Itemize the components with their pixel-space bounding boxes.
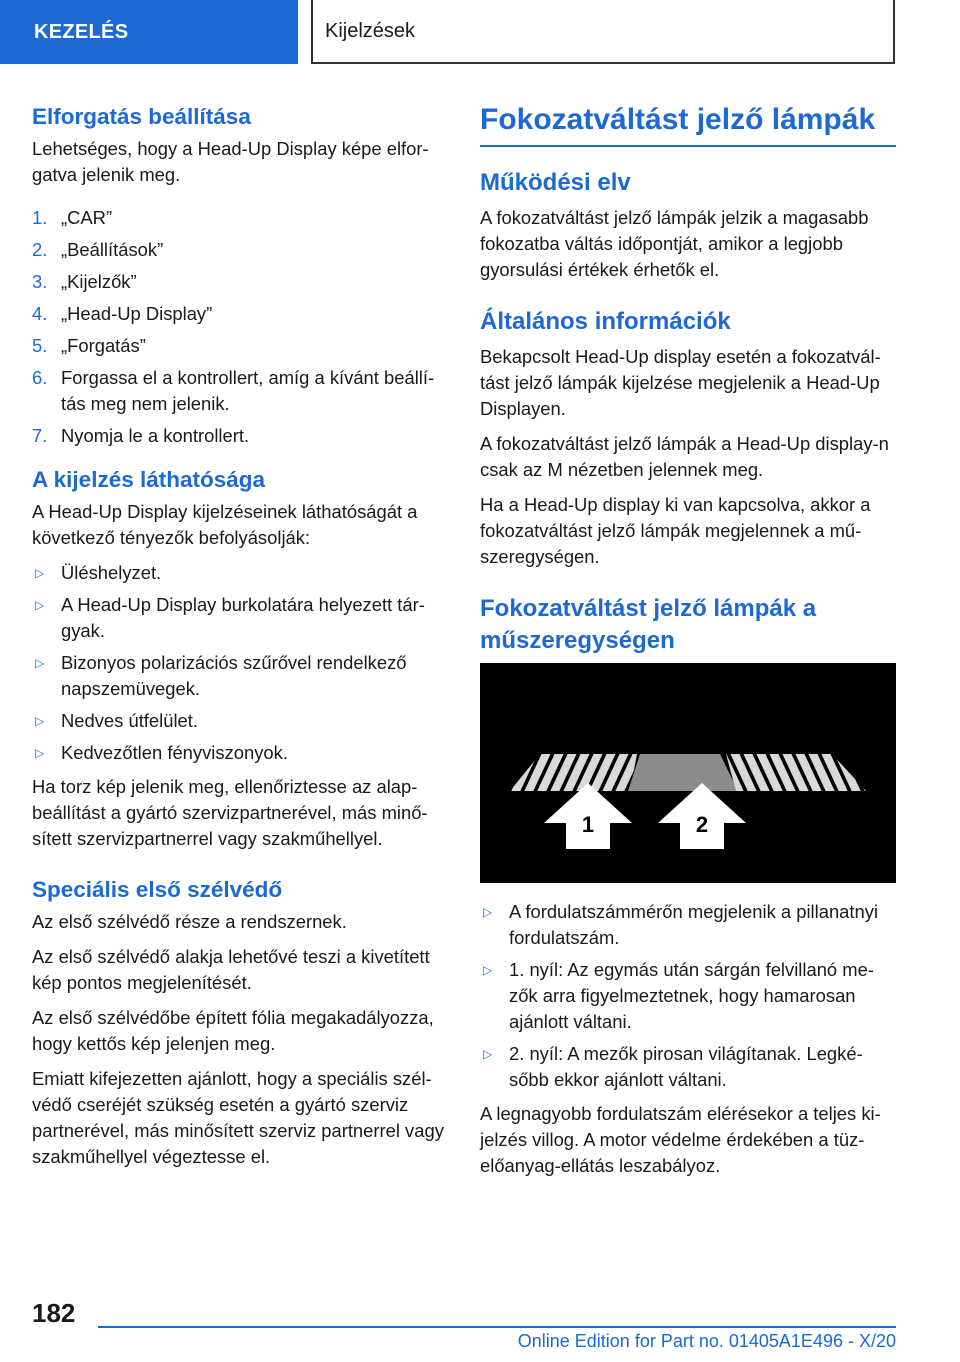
step-number: 3. — [32, 271, 48, 292]
triangle-right-icon: ▷ — [483, 963, 493, 977]
list-item — [32, 560, 444, 586]
step-text: „Head-Up Display” — [61, 303, 213, 324]
principle-text: A fokozatváltást jelző lámpák jelzik a magasabb fokozatba váltás időpontját, amikor a legjobb gyorsulási értékek érhetők el. — [480, 207, 869, 280]
cluster-heading — [480, 593, 896, 657]
triangle-right-icon: ▷ — [483, 1047, 493, 1061]
step-text: „CAR” — [61, 207, 113, 228]
step-text: „Forgatás” — [61, 335, 146, 356]
step-text: „Kijelzők” — [61, 271, 137, 292]
footer-divider — [98, 1326, 896, 1328]
bullet-text: A fordulatszámmérőn megjelenik a pillanatnyi fordulatszám. — [509, 901, 879, 948]
shift-light-segments-left — [510, 754, 637, 791]
list-item — [32, 269, 444, 295]
step-number: 6. — [32, 367, 48, 388]
bullet-text: 2. nyíl: A mezők pirosan világítanak. Legké-sőbb ekkor ajánlott váltani. — [509, 1043, 863, 1090]
bullet-text: Bizonyos polarizációs szűrővel rendelkező napszemüvegek. — [61, 652, 407, 699]
windshield-paragraph: Az első szélvédő alakja lehetővé teszi a kivetített kép pontos megjelenítését. — [32, 946, 430, 993]
general-paragraph: A fokozatváltást jelző lámpák a Head-Up display-n csak az M nézetben jelennek meg. — [480, 433, 889, 480]
list-item — [32, 740, 444, 766]
windshield-heading: Speciális első szélvédő — [32, 877, 283, 902]
arrow-1-label: 1 — [581, 812, 595, 837]
visibility-intro: A Head-Up Display kijelzéseinek láthatóságát a következő tényezők befolyásolják: — [32, 501, 418, 548]
triangle-right-icon: ▷ — [35, 598, 45, 612]
windshield-paragraph: Emiatt kifejezetten ajánlott, hogy a speciális szél-védő cseréjét szükség esetén a gyártó szerviz partnerével, más minősített szerviz partnerrel vagy szakműhellyel végeztesse el. — [32, 1068, 444, 1167]
list-item — [480, 899, 896, 951]
shift-light-segments-right — [726, 754, 866, 791]
arrow-2-label: 2 — [695, 812, 709, 837]
general-heading: Általános információk — [480, 308, 731, 335]
list-item — [32, 650, 444, 702]
step-number: 5. — [32, 335, 48, 356]
step-number: 4. — [32, 303, 48, 324]
page-number: 182 — [32, 1298, 76, 1328]
visibility-bullets-list — [32, 560, 444, 766]
step-number: 2. — [32, 239, 48, 260]
visibility-heading: A kijelzés láthatósága — [32, 467, 266, 492]
shift-lights-illustration — [480, 663, 896, 883]
list-item — [480, 1041, 896, 1093]
cluster-bullets-list — [480, 899, 896, 1093]
header-section-tab — [0, 0, 298, 64]
list-item — [32, 708, 444, 734]
windshield-paragraph: Az első szélvédő része a rendszernek. — [32, 911, 347, 932]
bullet-text: Üléshelyzet. — [61, 562, 162, 583]
list-item — [32, 365, 444, 417]
principle-heading: Működési elv — [480, 169, 631, 196]
rotation-intro: Lehetséges, hogy a Head-Up Display képe elfor-gatva jelenik meg. — [32, 138, 429, 185]
header-section-label: KEZELÉS — [34, 20, 129, 43]
header-chapter-box — [311, 0, 895, 64]
cluster-heading-line1: Fokozatváltást jelző lámpák a — [480, 595, 817, 622]
shift-lights-figure — [480, 663, 896, 883]
right-column — [480, 102, 896, 1188]
general-paragraph: Ha a Head-Up display ki van kapcsolva, akkor a fokozatváltást jelző lámpák megjelennek a mű-szeregységen. — [480, 494, 871, 567]
visibility-outro: Ha torz kép jelenik meg, ellenőriztesse az alap-beállítást a gyártó szervizpartnerével, más minő-sített szervizpartnerrel vagy szakműhellyel. — [32, 776, 428, 849]
step-text: „Beállítások” — [61, 239, 164, 260]
list-item — [32, 333, 444, 359]
step-text: Forgassa el a kontrollert, amíg a kívánt beállí-tás meg nem jelenik. — [61, 367, 435, 414]
triangle-right-icon: ▷ — [35, 566, 45, 580]
rotation-heading: Elforgatás beállítása — [32, 104, 251, 129]
shift-light-center-field — [628, 754, 738, 791]
header-chapter-label: Kijelzések — [325, 19, 416, 42]
rotation-steps-list — [32, 205, 444, 449]
step-number: 7. — [32, 425, 48, 446]
windshield-paragraph: Az első szélvédőbe épített fólia megakadályozza, hogy kettős kép jelenjen meg. — [32, 1007, 434, 1054]
bullet-text: Nedves útfelület. — [61, 710, 198, 731]
list-item — [480, 957, 896, 1035]
triangle-right-icon: ▷ — [483, 905, 493, 919]
triangle-right-icon: ▷ — [35, 656, 45, 670]
list-item — [32, 205, 444, 231]
triangle-right-icon: ▷ — [35, 746, 45, 760]
cluster-heading-line2: műszeregységen — [480, 627, 675, 654]
list-item — [32, 237, 444, 263]
bullet-text: A Head-Up Display burkolatára helyezett tár-gyak. — [61, 594, 425, 641]
bullet-text: 1. nyíl: Az egymás után sárgán felvillanó me-zők arra figyelmeztetnek, hogy hamarosan ajánlott váltani. — [509, 959, 874, 1032]
step-number: 1. — [32, 207, 48, 228]
bullet-text: Kedvezőtlen fényviszonyok. — [61, 742, 288, 763]
cluster-outro: A legnagyobb fordulatszám elérésekor a teljes ki-jelzés villog. A motor védelme érdekében a tüz-előanyag-ellátás leszabályoz. — [480, 1103, 881, 1176]
list-item — [32, 423, 444, 449]
general-paragraph: Bekapcsolt Head-Up display esetén a fokozatvál-tást jelző lámpák kijelzése megjelenik a Head-Up Displayen. — [480, 346, 881, 419]
triangle-right-icon: ▷ — [35, 714, 45, 728]
page-title: Fokozatváltást jelző lámpák — [480, 102, 896, 147]
left-column — [32, 102, 444, 1179]
list-item — [32, 592, 444, 644]
list-item — [32, 301, 444, 327]
footer-edition: Online Edition for Part no. 01405A1E496 - X/20 — [517, 1331, 896, 1351]
step-text: Nyomja le a kontrollert. — [61, 425, 250, 446]
